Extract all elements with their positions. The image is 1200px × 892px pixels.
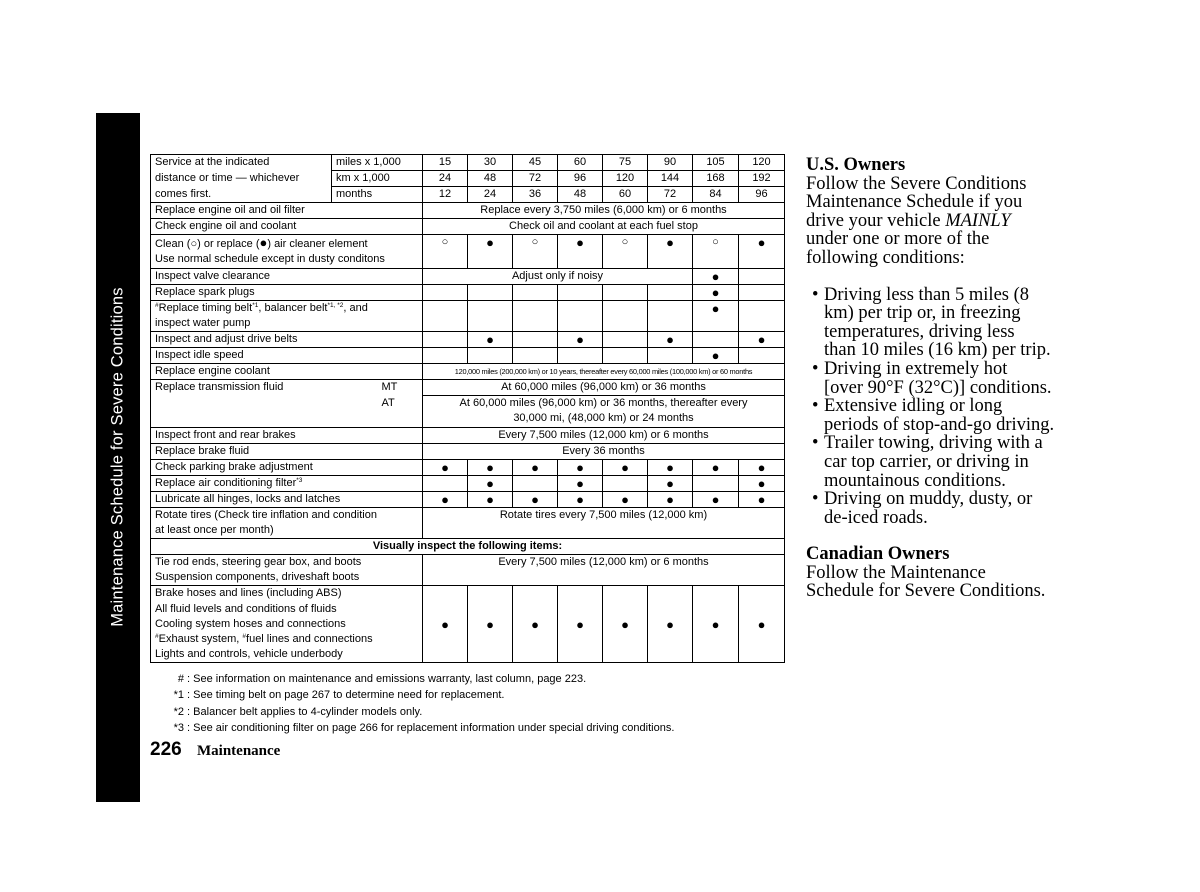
miles-cell: 30 — [468, 155, 513, 171]
item-interval: Every 36 months — [423, 443, 785, 459]
table-row — [151, 235, 785, 253]
page-number: 226 — [150, 739, 182, 760]
item-label: at least once per month) — [151, 523, 423, 539]
item-label: Clean (○) or replace (●) air cleaner element — [151, 235, 423, 253]
item-label: Replace brake fluid — [151, 443, 423, 459]
km-cell: 192 — [739, 171, 785, 187]
dot-mark: ● — [558, 586, 603, 662]
item-label: Use normal schedule except in dusty conditons — [151, 252, 423, 268]
dot-mark: ● — [558, 459, 603, 475]
footnote: *2 : Balancer belt applies to 4-cylinder models only. — [173, 705, 423, 718]
table-row — [151, 348, 785, 364]
empty-cell — [739, 284, 785, 300]
item-label: Inspect idle speed — [151, 348, 423, 364]
empty-cell — [423, 331, 468, 347]
item-interval: Check oil and coolant at each fuel stop — [423, 219, 785, 235]
empty-cell — [603, 284, 648, 300]
item-label: Cooling system hoses and connections — [151, 617, 423, 632]
item-label: Check parking brake adjustment — [151, 459, 423, 475]
item-label: Check engine oil and coolant — [151, 219, 423, 235]
dot-mark: ● — [739, 459, 785, 475]
item-label: Replace engine coolant — [151, 364, 423, 380]
footnote: *3 : See air conditioning filter on page 266 for replacement information under special driving conditions. — [173, 721, 675, 734]
dot-mark: ● — [648, 475, 693, 491]
side-tab — [96, 113, 140, 802]
canadian-owners-heading: Canadian Owners — [806, 544, 950, 565]
empty-cell — [378, 411, 423, 427]
header-row-miles — [151, 155, 785, 171]
empty-cell — [739, 268, 785, 284]
dot-mark: ● — [693, 268, 739, 284]
header-label: Service at the indicated — [151, 155, 332, 171]
empty-cell — [423, 348, 468, 364]
list-item: • Driving in extremely hot [over 90°F (32°C)] conditions. — [812, 358, 1052, 398]
dot-mark: ● — [739, 586, 785, 662]
months-cell: 36 — [513, 187, 558, 203]
empty-cell — [151, 396, 378, 412]
footnote: # : See information on maintenance and emissions warranty, last column, page 223. — [177, 673, 587, 685]
dot-mark: ● — [693, 348, 739, 364]
table-row — [151, 586, 785, 602]
item-interval: 120,000 miles (200,000 km) or 10 years, thereafter every 60,000 miles (100,000 km) or 60 months — [423, 364, 785, 380]
item-label: Tie rod ends, steering gear box, and boots — [151, 555, 423, 571]
table-row — [151, 443, 785, 459]
dot-mark: ● — [468, 331, 513, 347]
table-row — [151, 459, 785, 475]
empty-cell — [603, 300, 648, 331]
table-row — [151, 203, 785, 219]
item-label: All fluid levels and conditions of fluids — [151, 602, 423, 617]
km-cell: 144 — [648, 171, 693, 187]
empty-cell — [603, 331, 648, 347]
table-row — [151, 507, 785, 523]
item-label: Inspect front and rear brakes — [151, 427, 423, 443]
empty-cell — [558, 284, 603, 300]
table-row — [151, 475, 785, 491]
empty-cell — [558, 348, 603, 364]
miles-cell: 105 — [693, 155, 739, 171]
miles-cell: 90 — [648, 155, 693, 171]
months-cell: 24 — [468, 187, 513, 203]
table-row — [151, 364, 785, 380]
us-text-line: drive your vehicle MAINLY — [806, 210, 1011, 231]
list-item: • Trailer towing, driving with a car top carrier, or driving in mountainous conditions. — [812, 433, 1043, 491]
item-label: Replace transmission fluid — [151, 380, 378, 396]
item-label: Replace engine oil and oil filter — [151, 203, 423, 219]
list-item: • Driving on muddy, dusty, or de-iced roads. — [812, 489, 1033, 528]
item-label: Replace spark plugs — [151, 284, 423, 300]
dot-mark: ● — [739, 475, 785, 491]
dot-mark: ● — [558, 235, 603, 268]
dot-mark: ● — [558, 475, 603, 491]
item-interval: At 60,000 miles (96,000 km) or 36 months, thereafter every — [423, 396, 785, 412]
empty-cell — [151, 411, 378, 427]
dot-mark: ● — [603, 491, 648, 507]
empty-cell — [513, 475, 558, 491]
table-row — [151, 555, 785, 571]
header-label: distance or time — whichever — [151, 171, 332, 187]
mt-label: MT — [378, 380, 423, 396]
table-row — [151, 300, 785, 316]
header-row-months — [151, 187, 785, 203]
item-interval: Replace every 3,750 miles (6,000 km) or 6 months — [423, 203, 785, 219]
ring-symbol: ○ — [190, 238, 198, 251]
table-row — [151, 268, 785, 284]
dot-mark: ● — [693, 284, 739, 300]
months-cell: 72 — [648, 187, 693, 203]
empty-cell — [648, 300, 693, 331]
dot-mark: ● — [648, 491, 693, 507]
table-row — [151, 380, 785, 396]
side-tab-title: Maintenance Schedule for Severe Conditions — [108, 287, 127, 627]
unit-months: months — [332, 187, 423, 203]
empty-cell — [513, 300, 558, 331]
km-cell: 120 — [603, 171, 648, 187]
dot-mark: ● — [558, 491, 603, 507]
item-label: Brake hoses and lines (including ABS) — [151, 586, 423, 602]
visual-inspect-header: Visually inspect the following items: — [151, 539, 785, 555]
item-interval: Every 7,500 miles (12,000 km) or 6 months — [423, 555, 785, 586]
miles-cell: 60 — [558, 155, 603, 171]
table-row — [151, 411, 785, 427]
table-row — [151, 539, 785, 555]
item-label: Suspension components, driveshaft boots — [151, 570, 423, 586]
item-interval: Rotate tires every 7,500 miles (12,000 km) — [423, 507, 785, 538]
table-row — [151, 219, 785, 235]
item-label: Replace air conditioning filter$^{*3}$ — [151, 475, 423, 491]
table-row — [151, 331, 785, 347]
item-label: Inspect and adjust drive belts — [151, 331, 423, 347]
dot-mark: ● — [513, 491, 558, 507]
table-row — [151, 396, 785, 412]
item-label: Lights and controls, vehicle underbody — [151, 647, 423, 663]
ring-mark: ○ — [693, 235, 739, 268]
us-text-line: Maintenance Schedule if you — [806, 192, 1023, 213]
dot-mark: ● — [468, 459, 513, 475]
dot-mark: ● — [693, 491, 739, 507]
km-cell: 24 — [423, 171, 468, 187]
dot-mark: ● — [648, 235, 693, 268]
months-cell: 12 — [423, 187, 468, 203]
footnotes — [158, 671, 674, 736]
empty-cell — [513, 284, 558, 300]
list-item: • Extensive idling or long periods of stop-and-go driving. — [812, 396, 1055, 435]
dot-mark: ● — [693, 586, 739, 662]
table-row — [151, 284, 785, 300]
header-label: comes first. — [151, 187, 332, 203]
unit-km: km x 1,000 — [332, 171, 423, 187]
ca-text-line: Follow the Maintenance — [806, 562, 986, 583]
dot-mark: ● — [423, 491, 468, 507]
empty-cell — [558, 300, 603, 331]
ring-mark: ○ — [603, 235, 648, 268]
dot-symbol: ● — [259, 235, 268, 251]
empty-cell — [603, 475, 648, 491]
footnote: *1 : See timing belt on page 267 to determine need for replacement. — [173, 689, 505, 702]
empty-cell — [693, 331, 739, 347]
empty-cell — [739, 300, 785, 331]
empty-cell — [648, 284, 693, 300]
conditions-list — [806, 286, 1186, 528]
item-interval: At 60,000 miles (96,000 km) or 36 months — [423, 380, 785, 396]
table-row — [151, 427, 785, 443]
empty-cell — [648, 348, 693, 364]
header-row-km — [151, 171, 785, 187]
dot-mark: ● — [739, 235, 785, 268]
empty-cell — [423, 475, 468, 491]
miles-cell: 75 — [603, 155, 648, 171]
ring-mark: ○ — [513, 235, 558, 268]
dot-mark: ● — [648, 331, 693, 347]
item-label: Rotate tires (Check tire inflation and condition — [151, 507, 423, 523]
empty-cell — [513, 331, 558, 347]
dot-mark: ● — [423, 586, 468, 662]
at-label: AT — [378, 396, 423, 412]
empty-cell — [693, 475, 739, 491]
km-cell: 48 — [468, 171, 513, 187]
dot-mark: ● — [558, 331, 603, 347]
months-cell: 60 — [603, 187, 648, 203]
item-label: inspect water pump — [151, 316, 423, 332]
km-cell: 72 — [513, 171, 558, 187]
section-title: Maintenance — [197, 743, 281, 759]
months-cell: 48 — [558, 187, 603, 203]
dot-mark: ● — [468, 475, 513, 491]
dot-mark: ● — [513, 459, 558, 475]
item-interval: 30,000 mi, (48,000 km) or 24 months — [423, 411, 785, 427]
km-cell: 168 — [693, 171, 739, 187]
miles-cell: 15 — [423, 155, 468, 171]
ca-text-line: Schedule for Severe Conditions. — [806, 581, 1046, 602]
dot-mark: ● — [648, 459, 693, 475]
maintenance-schedule-table — [150, 154, 785, 663]
unit-miles: miles x 1,000 — [332, 155, 423, 171]
list-item: • Driving less than 5 miles (8 km) per trip or, in freezing temperatures, driving less than 10 miles (16 km) per trip. — [812, 284, 1051, 361]
item-interval: Adjust only if noisy — [423, 268, 693, 284]
dot-mark: ● — [513, 586, 558, 662]
empty-cell — [423, 284, 468, 300]
empty-cell — [468, 300, 513, 331]
item-label: Inspect valve clearance — [151, 268, 423, 284]
dot-mark: ● — [648, 586, 693, 662]
us-owners-heading: U.S. Owners — [806, 155, 906, 175]
empty-cell — [468, 284, 513, 300]
dot-mark: ● — [693, 459, 739, 475]
empty-cell — [513, 348, 558, 364]
item-label: #Replace timing belt$^{*1}$, balancer belt$^{*1, *2}$, and — [151, 300, 423, 316]
dot-mark: ● — [423, 459, 468, 475]
miles-cell: 120 — [739, 155, 785, 171]
empty-cell — [603, 348, 648, 364]
months-cell: 84 — [693, 187, 739, 203]
item-interval: Every 7,500 miles (12,000 km) or 6 months — [423, 427, 785, 443]
us-text-line: Follow the Severe Conditions — [806, 173, 1027, 194]
us-text-line: following conditions: — [806, 247, 965, 268]
dot-mark: ● — [603, 459, 648, 475]
dot-mark: ● — [693, 300, 739, 331]
dot-mark: ● — [603, 586, 648, 662]
empty-cell — [423, 300, 468, 331]
empty-cell — [739, 348, 785, 364]
ring-mark: ○ — [423, 235, 468, 268]
months-cell: 96 — [739, 187, 785, 203]
us-text-line: under one or more of the — [806, 229, 990, 250]
item-label: Lubricate all hinges, locks and latches — [151, 491, 423, 507]
table-row — [151, 491, 785, 507]
owner-instructions — [806, 156, 1186, 601]
item-label: #Exhaust system, #fuel lines and connections — [151, 632, 423, 647]
dot-mark: ● — [468, 491, 513, 507]
dot-mark: ● — [739, 491, 785, 507]
empty-cell — [468, 348, 513, 364]
miles-cell: 45 — [513, 155, 558, 171]
dot-mark: ● — [739, 331, 785, 347]
km-cell: 96 — [558, 171, 603, 187]
dot-mark: ● — [468, 235, 513, 268]
dot-mark: ● — [468, 586, 513, 662]
